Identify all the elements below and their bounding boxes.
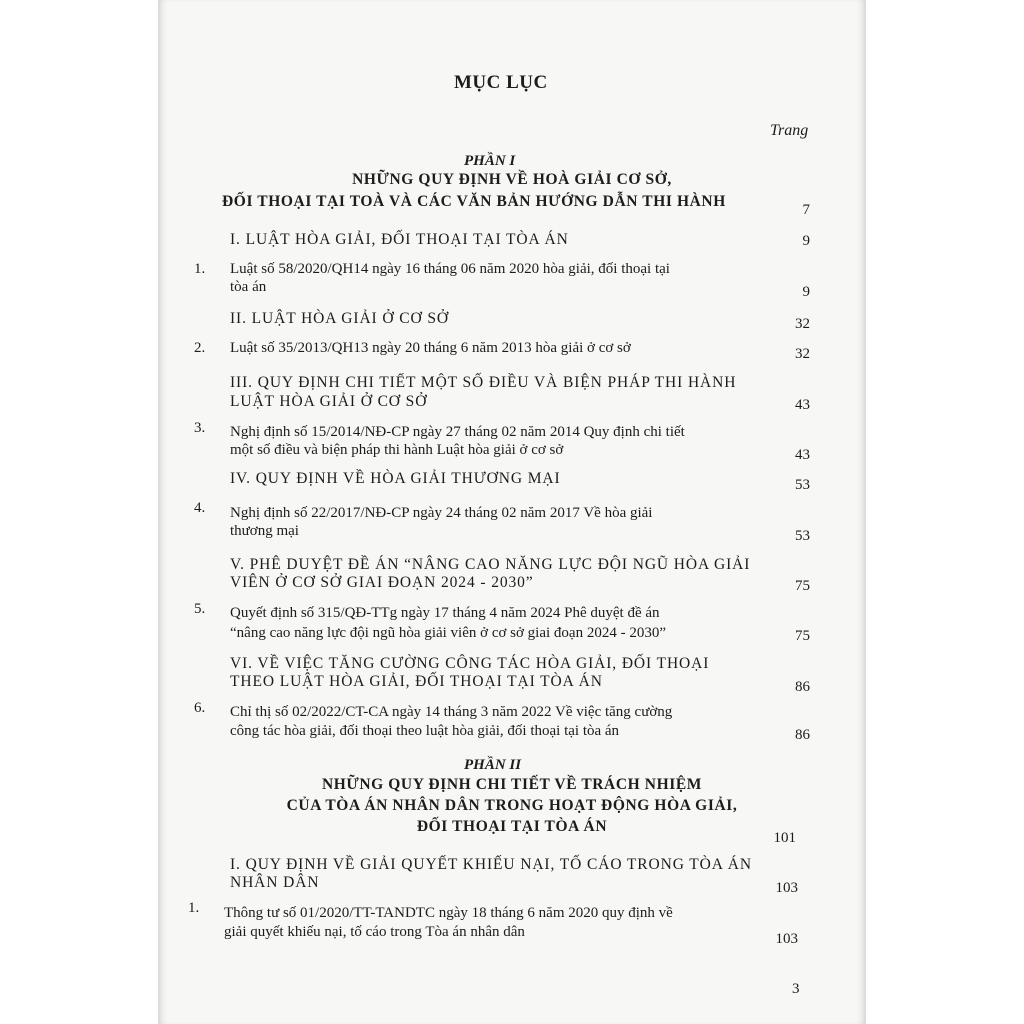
page-column-label: Trang [770, 122, 809, 139]
item-number: 1. [188, 900, 200, 916]
entry-page: 75 [795, 578, 810, 594]
item-title: công tác hòa giải, đối thoại theo luật hòa giải, đối thoại tại tòa án [230, 723, 620, 739]
entry-page: 43 [795, 397, 810, 413]
item-number: 2. [194, 340, 206, 356]
item-title: Thông tư số 01/2020/TT-TANDTC ngày 18 tháng 6 năm 2020 quy định về [224, 905, 673, 921]
section-title: V. PHÊ DUYỆT ĐỀ ÁN “NÂNG CAO NĂNG LỰC ĐỘI NGŨ HÒA GIẢI [230, 556, 751, 573]
part2-label: PHẦN II [464, 757, 522, 773]
entry-page: 9 [802, 284, 810, 300]
item-title: “nâng cao năng lực đội ngũ hòa giải viên ở cơ sở giai đoạn 2024 - 2030” [230, 625, 666, 641]
entry-page: 43 [795, 447, 810, 463]
entry-page: 32 [795, 346, 810, 362]
item-number: 6. [194, 700, 206, 716]
section-title: LUẬT HÒA GIẢI Ở CƠ SỞ [230, 393, 428, 410]
item-title: một số điều và biện pháp thi hành Luật hòa giải ở cơ sở [230, 442, 564, 458]
entry-page: 86 [795, 679, 810, 695]
item-title: Luật số 35/2013/QH13 ngày 20 tháng 6 năm 2013 hòa giải ở cơ sở [230, 340, 631, 356]
part1-heading-line: ĐỐI THOẠI TẠI TOÀ VÀ CÁC VĂN BẢN HƯỚNG DẪN THI HÀNH [222, 193, 726, 210]
item-title: Nghị định số 22/2017/NĐ-CP ngày 24 tháng 02 năm 2017 Về hòa giải [230, 505, 653, 521]
entry-page: 75 [795, 628, 810, 644]
section-title: THEO LUẬT HÒA GIẢI, ĐỐI THOẠI TẠI TÒA ÁN [230, 673, 603, 690]
section-title: VI. VỀ VIỆC TĂNG CƯỜNG CÔNG TÁC HÒA GIẢI, ĐỐI THOẠI [230, 655, 710, 672]
item-number: 3. [194, 420, 206, 436]
part1-label: PHẦN I [464, 153, 516, 169]
section-title: I. QUY ĐỊNH VỀ GIẢI QUYẾT KHIẾU NẠI, TỐ CÁO TRONG TÒA ÁN [230, 856, 752, 873]
background-left [0, 0, 158, 1024]
section-title: III. QUY ĐỊNH CHI TIẾT MỘT SỐ ĐIỀU VÀ BIỆN PHÁP THI HÀNH [230, 374, 737, 391]
entry-page: 53 [795, 477, 810, 493]
part1-heading-line: NHỮNG QUY ĐỊNH VỀ HOÀ GIẢI CƠ SỞ, [352, 171, 672, 188]
section-title: IV. QUY ĐỊNH VỀ HÒA GIẢI THƯƠNG MẠI [230, 470, 561, 487]
entry-page: 103 [775, 931, 798, 947]
item-title: Quyết định số 315/QĐ-TTg ngày 17 tháng 4 năm 2024 Phê duyệt đề án [230, 605, 660, 621]
entry-page: 9 [802, 233, 810, 249]
part2-heading-line: CỦA TÒA ÁN NHÂN DÂN TRONG HOẠT ĐỘNG HÒA GIẢI, [286, 797, 738, 814]
item-number: 5. [194, 601, 206, 617]
item-number: 4. [194, 500, 206, 516]
page-number: 3 [792, 981, 800, 997]
item-title: thương mại [230, 523, 299, 539]
part2-heading-line: NHỮNG QUY ĐỊNH CHI TIẾT VỀ TRÁCH NHIỆM [321, 776, 703, 793]
item-title: Nghị định số 15/2014/NĐ-CP ngày 27 tháng 02 năm 2014 Quy định chi tiết [230, 424, 685, 440]
item-title: Chỉ thị số 02/2022/CT-CA ngày 14 tháng 3 năm 2022 Về việc tăng cường [230, 704, 673, 720]
entry-page: 86 [795, 727, 810, 743]
entry-page: 53 [795, 528, 810, 544]
section-title: NHÂN DÂN [230, 874, 320, 891]
section-title: II. LUẬT HÒA GIẢI Ở CƠ SỞ [230, 310, 449, 327]
part2-heading-line: ĐỐI THOẠI TẠI TÒA ÁN [416, 818, 608, 835]
part2-page: 101 [773, 830, 796, 846]
item-title: tòa án [230, 279, 267, 295]
entry-page: 32 [795, 316, 810, 332]
item-title: Luật số 58/2020/QH14 ngày 16 tháng 06 năm 2020 hòa giải, đối thoại tại [230, 261, 670, 277]
section-title: VIÊN Ở CƠ SỞ GIAI ĐOẠN 2024 - 2030” [230, 574, 534, 591]
document-page [158, 0, 866, 1024]
item-number: 1. [194, 261, 206, 277]
background-right [866, 0, 1024, 1024]
item-title: giải quyết khiếu nại, tố cáo trong Tòa án nhân dân [224, 924, 525, 940]
section-title: I. LUẬT HÒA GIẢI, ĐỐI THOẠI TẠI TÒA ÁN [230, 231, 569, 248]
entry-page: 103 [775, 880, 798, 896]
part1-page: 7 [802, 202, 810, 218]
toc-title: MỤC LỤC [454, 72, 548, 93]
